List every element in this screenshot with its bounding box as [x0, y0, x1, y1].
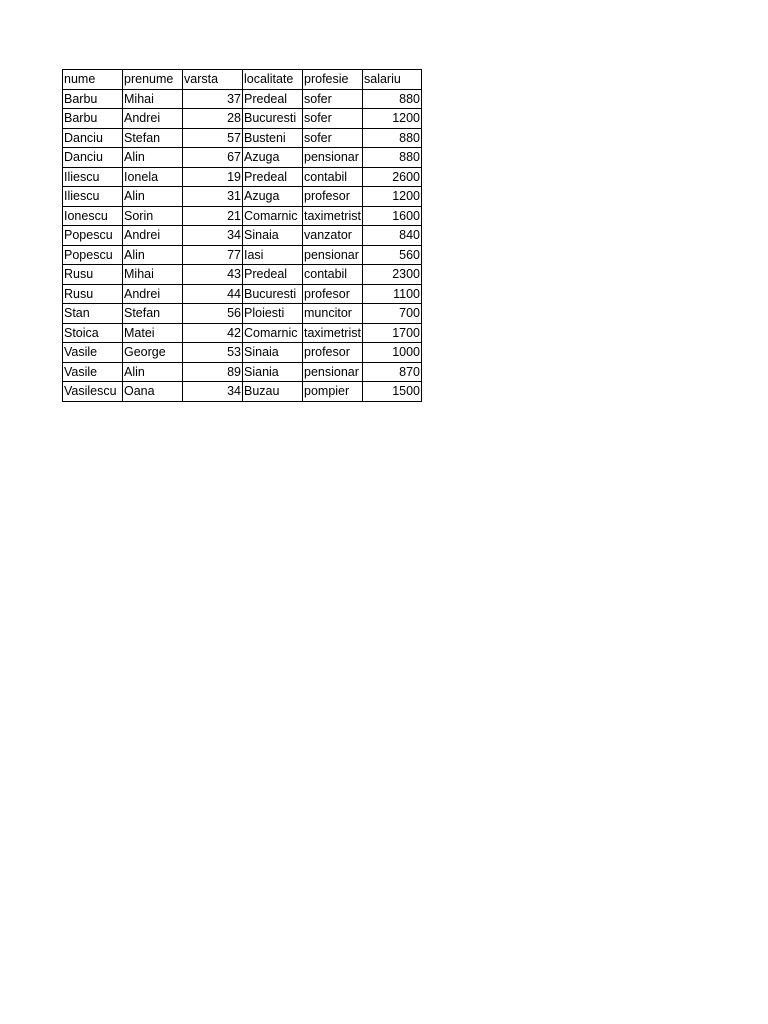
header-varsta: varsta	[183, 70, 243, 90]
cell-prenume: Alin	[123, 187, 183, 207]
cell-localitate: Predeal	[243, 265, 303, 285]
cell-profesie: taximetrist	[303, 206, 363, 226]
cell-nume: Rusu	[63, 265, 123, 285]
cell-prenume: Sorin	[123, 206, 183, 226]
header-prenume: prenume	[123, 70, 183, 90]
cell-varsta: 56	[183, 304, 243, 324]
cell-prenume: Oana	[123, 382, 183, 402]
header-nume: nume	[63, 70, 123, 90]
cell-profesie: pensionar	[303, 148, 363, 168]
cell-prenume: Alin	[123, 362, 183, 382]
table-header	[63, 70, 422, 90]
cell-salariu: 2600	[363, 167, 422, 187]
cell-nume: Ionescu	[63, 206, 123, 226]
cell-prenume: Andrei	[123, 226, 183, 246]
cell-localitate: Predeal	[243, 89, 303, 109]
cell-nume: Vasilescu	[63, 382, 123, 402]
cell-varsta: 19	[183, 167, 243, 187]
cell-nume: Iliescu	[63, 167, 123, 187]
cell-prenume: Stefan	[123, 304, 183, 324]
cell-localitate: Busteni	[243, 128, 303, 148]
cell-profesie: sofer	[303, 89, 363, 109]
table-row	[63, 245, 422, 265]
cell-salariu: 2300	[363, 265, 422, 285]
cell-salariu: 880	[363, 128, 422, 148]
cell-localitate: Azuga	[243, 187, 303, 207]
table-row	[63, 284, 422, 304]
cell-nume: Vasile	[63, 362, 123, 382]
cell-profesie: taximetrist	[303, 323, 363, 343]
cell-prenume: Alin	[123, 245, 183, 265]
cell-salariu: 1200	[363, 109, 422, 129]
table-row	[63, 187, 422, 207]
header-row	[63, 70, 422, 90]
table-row	[63, 304, 422, 324]
cell-prenume: Mihai	[123, 265, 183, 285]
cell-localitate: Sinaia	[243, 226, 303, 246]
cell-localitate: Bucuresti	[243, 109, 303, 129]
cell-salariu: 870	[363, 362, 422, 382]
cell-salariu: 1000	[363, 343, 422, 363]
cell-localitate: Ploiesti	[243, 304, 303, 324]
table-row	[63, 148, 422, 168]
cell-nume: Popescu	[63, 245, 123, 265]
cell-profesie: pompier	[303, 382, 363, 402]
cell-prenume: George	[123, 343, 183, 363]
cell-profesie: muncitor	[303, 304, 363, 324]
cell-profesie: sofer	[303, 128, 363, 148]
header-salariu: salariu	[363, 70, 422, 90]
cell-profesie: contabil	[303, 265, 363, 285]
cell-prenume: Matei	[123, 323, 183, 343]
cell-varsta: 42	[183, 323, 243, 343]
cell-nume: Vasile	[63, 343, 123, 363]
cell-localitate: Iasi	[243, 245, 303, 265]
cell-profesie: profesor	[303, 187, 363, 207]
cell-varsta: 34	[183, 226, 243, 246]
table-body	[63, 89, 422, 401]
cell-profesie: pensionar	[303, 245, 363, 265]
cell-prenume: Stefan	[123, 128, 183, 148]
cell-profesie: vanzator	[303, 226, 363, 246]
table-row	[63, 382, 422, 402]
cell-varsta: 44	[183, 284, 243, 304]
cell-varsta: 31	[183, 187, 243, 207]
cell-prenume: Andrei	[123, 284, 183, 304]
cell-nume: Danciu	[63, 128, 123, 148]
cell-varsta: 67	[183, 148, 243, 168]
cell-nume: Danciu	[63, 148, 123, 168]
table-row	[63, 362, 422, 382]
cell-localitate: Buzau	[243, 382, 303, 402]
cell-localitate: Predeal	[243, 167, 303, 187]
cell-nume: Stoica	[63, 323, 123, 343]
table-row	[63, 167, 422, 187]
cell-salariu: 560	[363, 245, 422, 265]
cell-varsta: 77	[183, 245, 243, 265]
cell-nume: Barbu	[63, 89, 123, 109]
cell-nume: Barbu	[63, 109, 123, 129]
table-row	[63, 343, 422, 363]
cell-varsta: 37	[183, 89, 243, 109]
cell-localitate: Sinaia	[243, 343, 303, 363]
table-row	[63, 109, 422, 129]
cell-profesie: profesor	[303, 284, 363, 304]
cell-localitate: Comarnic	[243, 206, 303, 226]
cell-salariu: 840	[363, 226, 422, 246]
data-table	[62, 69, 422, 402]
table-row	[63, 206, 422, 226]
cell-varsta: 34	[183, 382, 243, 402]
cell-salariu: 1600	[363, 206, 422, 226]
cell-salariu: 880	[363, 148, 422, 168]
cell-nume: Rusu	[63, 284, 123, 304]
cell-varsta: 57	[183, 128, 243, 148]
cell-localitate: Siania	[243, 362, 303, 382]
cell-varsta: 53	[183, 343, 243, 363]
header-localitate: localitate	[243, 70, 303, 90]
cell-nume: Popescu	[63, 226, 123, 246]
cell-salariu: 880	[363, 89, 422, 109]
cell-prenume: Ionela	[123, 167, 183, 187]
cell-localitate: Azuga	[243, 148, 303, 168]
cell-varsta: 28	[183, 109, 243, 129]
table-row	[63, 89, 422, 109]
cell-salariu: 700	[363, 304, 422, 324]
table-row	[63, 128, 422, 148]
cell-profesie: profesor	[303, 343, 363, 363]
cell-salariu: 1700	[363, 323, 422, 343]
cell-prenume: Alin	[123, 148, 183, 168]
cell-nume: Iliescu	[63, 187, 123, 207]
table-row	[63, 265, 422, 285]
header-profesie: profesie	[303, 70, 363, 90]
cell-prenume: Andrei	[123, 109, 183, 129]
cell-salariu: 1100	[363, 284, 422, 304]
cell-salariu: 1500	[363, 382, 422, 402]
cell-salariu: 1200	[363, 187, 422, 207]
table-row	[63, 226, 422, 246]
cell-varsta: 89	[183, 362, 243, 382]
cell-prenume: Mihai	[123, 89, 183, 109]
cell-profesie: pensionar	[303, 362, 363, 382]
cell-localitate: Comarnic	[243, 323, 303, 343]
cell-varsta: 21	[183, 206, 243, 226]
cell-profesie: contabil	[303, 167, 363, 187]
cell-profesie: sofer	[303, 109, 363, 129]
cell-localitate: Bucuresti	[243, 284, 303, 304]
cell-nume: Stan	[63, 304, 123, 324]
cell-varsta: 43	[183, 265, 243, 285]
table-row	[63, 323, 422, 343]
